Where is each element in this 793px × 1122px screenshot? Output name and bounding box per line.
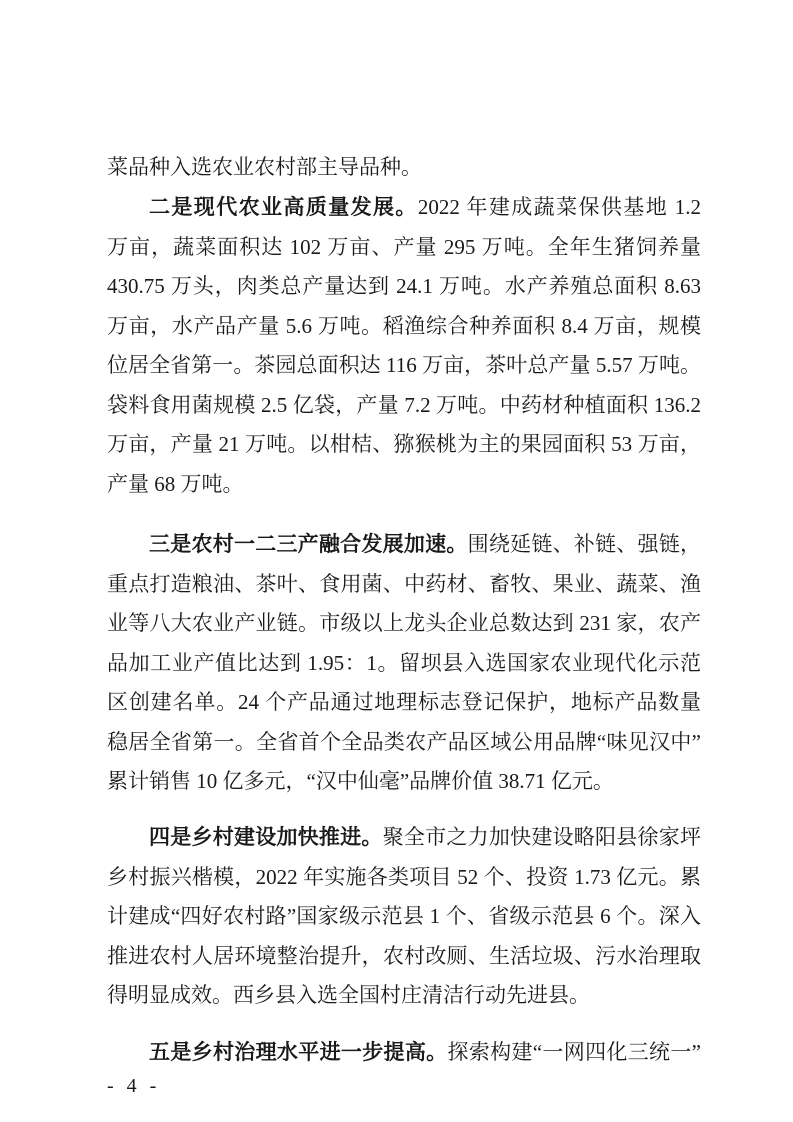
text-line: 乡村振兴楷模，2022 年实施各类项目 52 个、投资 1.73 亿元。累 (107, 864, 701, 889)
paragraph-continuation (107, 148, 701, 188)
text-line: 万亩，水产品产量 5.6 万吨。稻渔综合种养面积 8.4 万亩，规模 (107, 313, 701, 338)
text-line: 区创建名单。24 个产品通过地理标志登记保护，地标产品数量 (107, 690, 701, 714)
text-line: 计建成“四好农村路”国家级示范县 1 个、省级示范县 6 个。深入 (107, 904, 701, 928)
text-run: 围绕延链、补链、强链， (467, 532, 702, 556)
paragraph-lead: 二是现代农业高质量发展。 (149, 195, 418, 219)
text-line: 品加工业产值比达到 1.95：1。留坝县入选国家农业现代化示范 (107, 650, 701, 675)
text-line: 袋料食用菌规模 2.5 亿袋，产量 7.2 万吨。中药材种植面积 136.2 (107, 392, 701, 417)
text-line (107, 188, 701, 228)
paragraph-rural-construction (107, 818, 701, 1016)
text-run: 聚全市之力加快建设略阳县徐家坪 (382, 825, 701, 849)
text-line: 万亩，产量 21 万吨。以柑桔、猕猴桃为主的果园面积 53 万亩， (107, 432, 701, 456)
text-line: 菜品种入选农业农村部主导品种。 (107, 155, 422, 179)
text-line: 430.75 万头，肉类总产量达到 24.1 万吨。水产养殖总面积 8.63 (107, 274, 701, 298)
text-line: 重点打造粮油、茶叶、食用菌、中药材、畜牧、果业、蔬菜、渔 (107, 571, 701, 596)
text-run: 2022 年建成蔬菜保供基地 1.2 (417, 195, 702, 219)
text-line: 得明显成效。西乡县入选全国村庄清洁行动先进县。 (107, 983, 590, 1007)
paragraph-rural-governance (107, 1033, 701, 1073)
text-line: 稳居全省第一。全省首个全品类农产品区域公用品牌“味见汉中” (107, 729, 701, 754)
page-number: - 4 - (107, 1075, 161, 1097)
paragraph-lead: 三是农村一二三产融合发展加速。 (149, 532, 468, 556)
text-line (107, 818, 701, 858)
text-line: 万亩，蔬菜面积达 102 万亩、产量 295 万吨。全年生猪饲养量 (107, 234, 701, 259)
paragraph-modern-agriculture (107, 188, 701, 504)
text-line: 业等八大农业产业链。市级以上龙头企业总数达到 231 家，农产 (107, 611, 701, 635)
text-line: 位居全省第一。茶园总面积达 116 万亩，茶叶总产量 5.57 万吨。 (107, 353, 701, 377)
text-line: 产量 68 万吨。 (107, 471, 244, 496)
text-run: 探索构建“一网四化三统一” (447, 1040, 701, 1064)
paragraph-lead: 四是乡村建设加快推进。 (149, 825, 383, 849)
text-line (107, 1033, 701, 1073)
paragraph-lead: 五是乡村治理水平进一步提高。 (149, 1040, 448, 1064)
paragraph-industry-integration (107, 525, 701, 802)
text-line: 推进农村人居环境整治提升，农村改厕、生活垃圾、污水治理取 (107, 943, 701, 968)
text-line: 累计销售 10 亿多元，“汉中仙毫”品牌价值 38.71 亿元。 (107, 769, 614, 793)
text-line (107, 525, 701, 565)
